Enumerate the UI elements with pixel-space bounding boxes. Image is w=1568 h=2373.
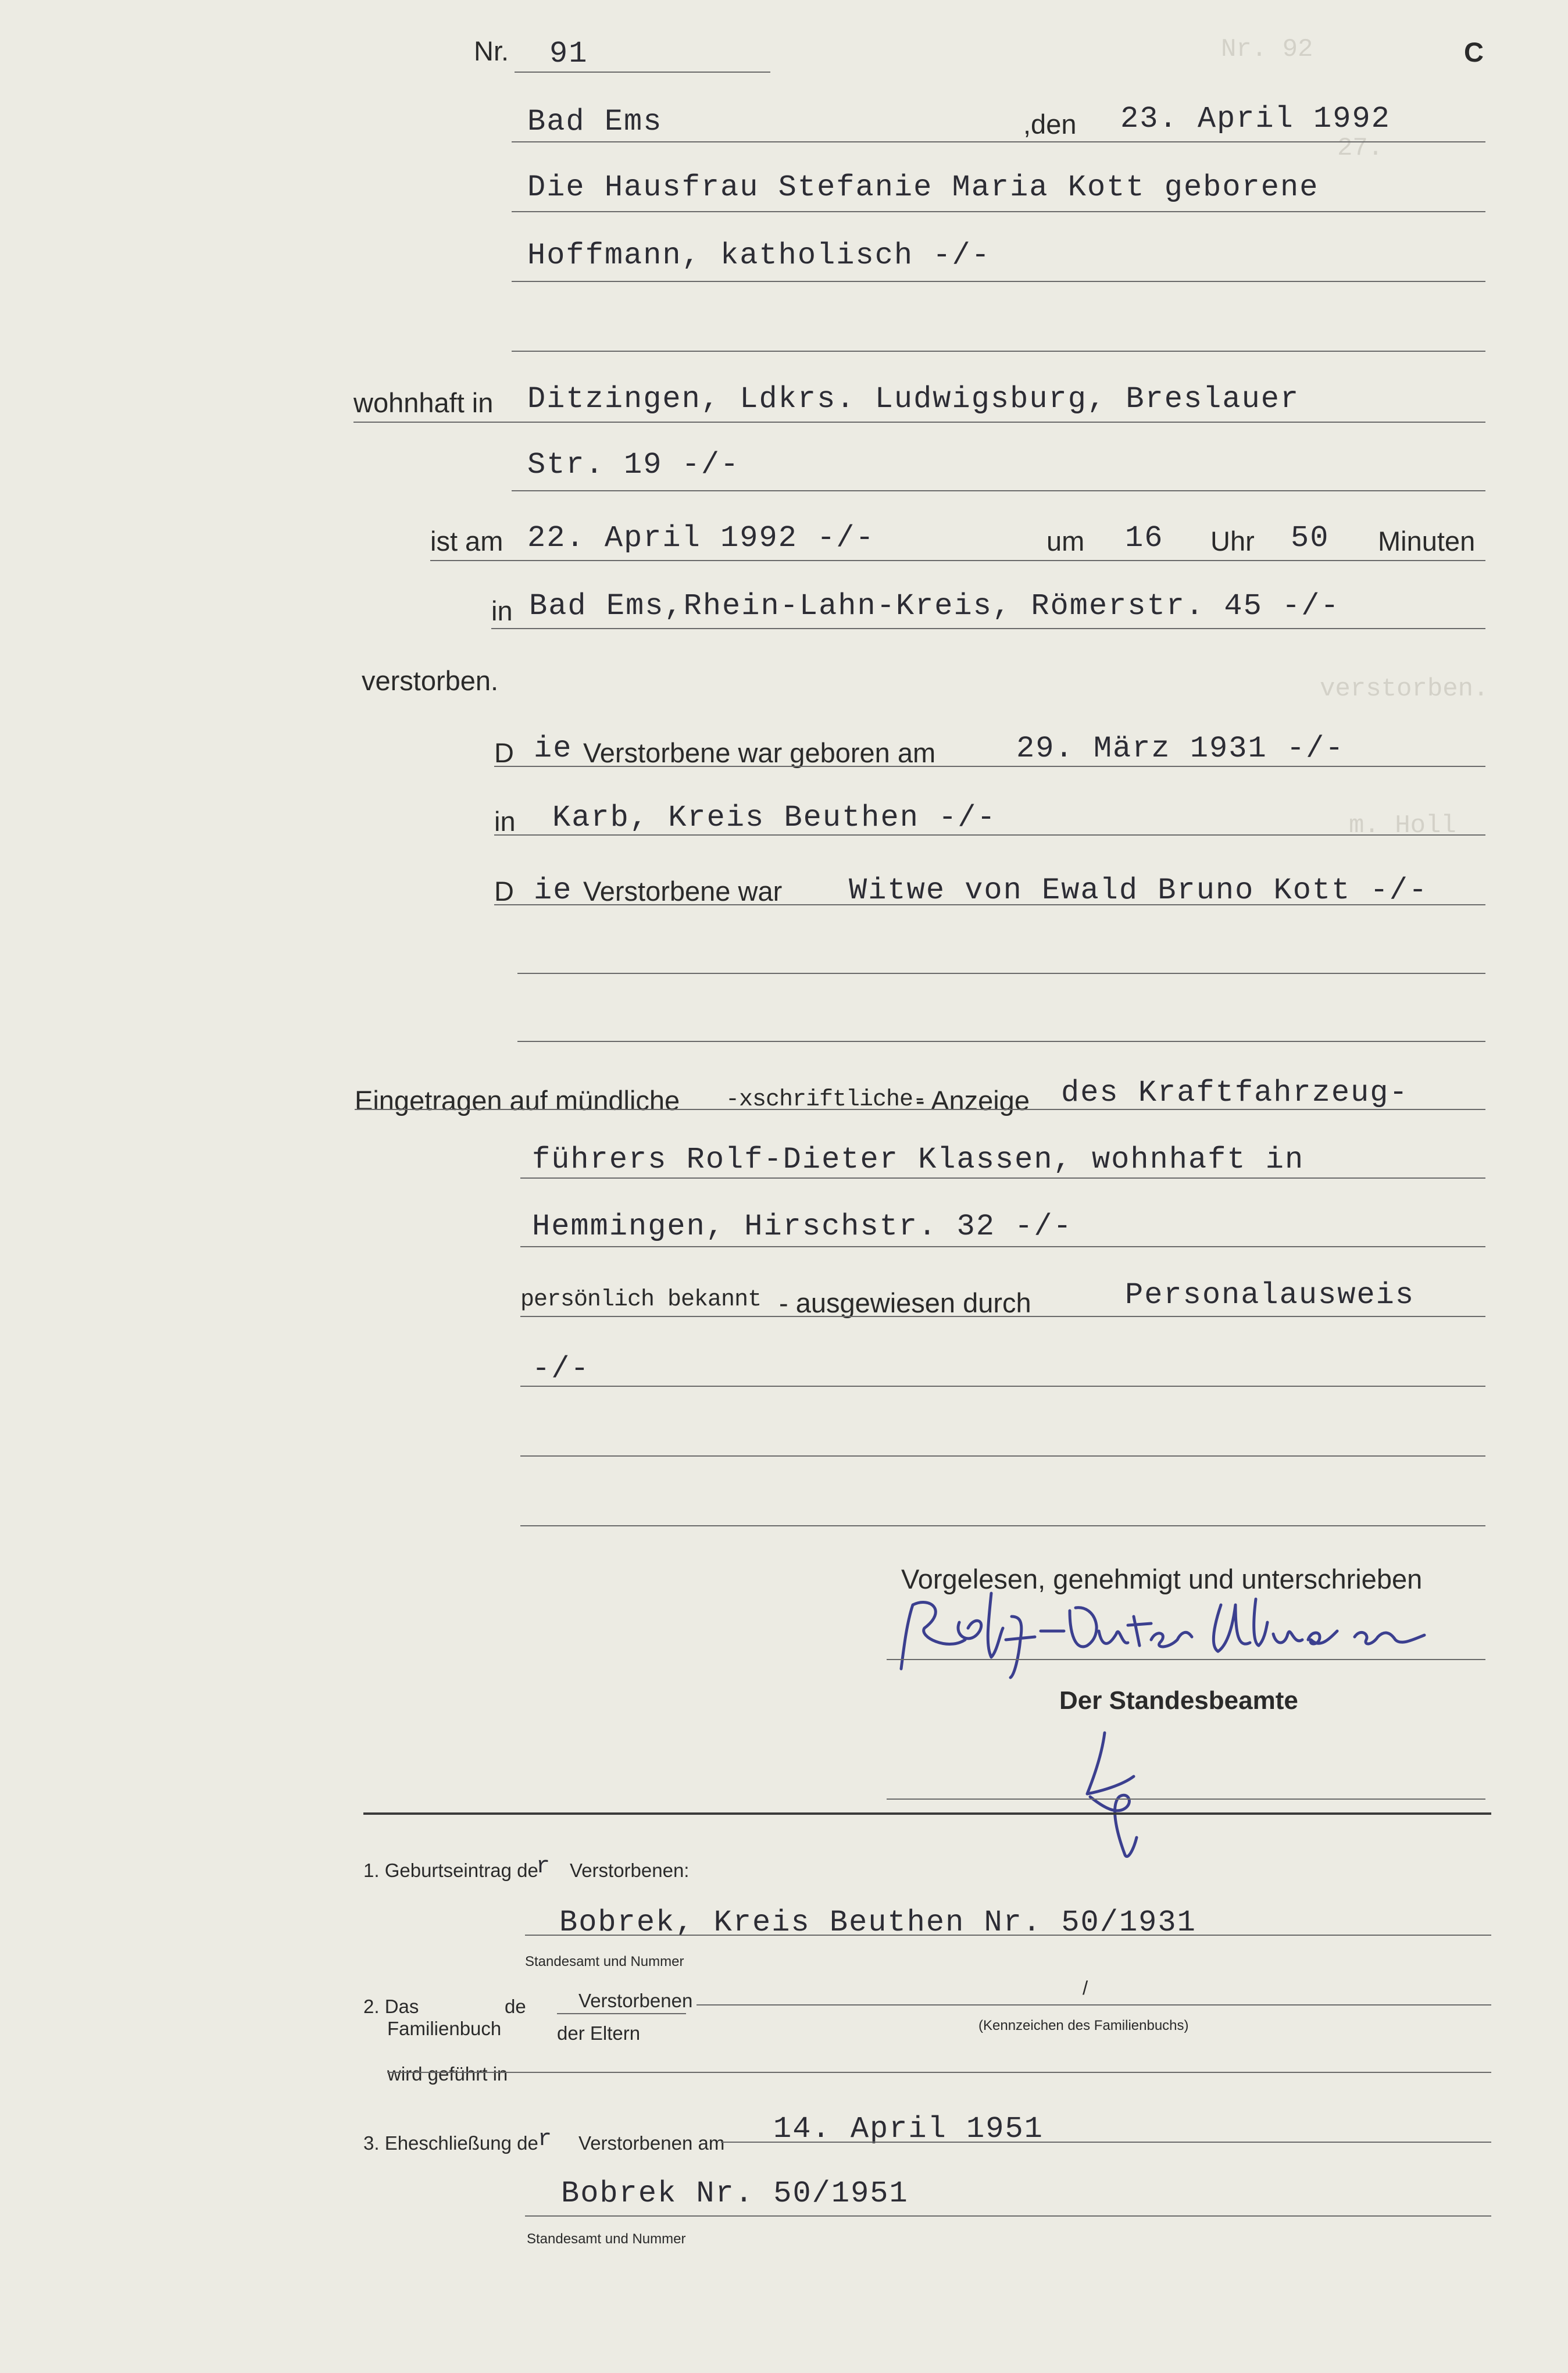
ausgewiesen-label: - ausgewiesen durch [779, 1287, 1031, 1318]
rule-f3-value [525, 2215, 1491, 2217]
rule-id-3 [520, 1455, 1485, 1457]
rule-residence-2 [512, 490, 1485, 491]
corner-letter: C [1464, 37, 1484, 67]
f1-r: r [536, 1854, 552, 1880]
nr-value: 91 [549, 37, 588, 71]
rule-f2-bracket [557, 2013, 686, 2014]
f2-gefuehrt: wird geführt in [387, 2063, 508, 2085]
informant-line-1: des Kraftfahrzeug- [1061, 1076, 1409, 1110]
death-hour: 16 [1125, 521, 1164, 555]
death-in-label: in [491, 595, 513, 626]
rule-status [494, 904, 1485, 905]
registrar-label: Der Standesbeamte [1059, 1686, 1298, 1715]
nr-rule [515, 72, 770, 73]
born-label: Verstorbene war geboren am [583, 737, 936, 768]
f2-slash: / [1083, 1977, 1088, 1999]
f2-verstorbenen: Verstorbenen [578, 1990, 693, 2011]
f2-eltern: der Eltern [557, 2022, 641, 2044]
f3-after: Verstorbenen am [578, 2132, 725, 2154]
birth-suffix: ie [534, 731, 573, 766]
verstorben-label: verstorben. [362, 665, 499, 696]
status-d-prefix: D [494, 876, 514, 907]
ist-am-label: ist am [430, 526, 503, 556]
death-place: Bad Ems,Rhein-Lahn-Kreis, Römerstr. 45 -/- [529, 589, 1340, 623]
rule-born-date [494, 766, 1485, 767]
death-date: 22. April 1992 -/- [527, 521, 875, 555]
nr-label: Nr. [474, 35, 509, 66]
f1-label: 1. Geburtseintrag de [363, 1860, 538, 1881]
born-date: 29. März 1931 -/- [1016, 731, 1345, 766]
den-label: ,den [1023, 109, 1077, 140]
f2-num: 2. Das [363, 1996, 419, 2017]
f3-date: 14. April 1951 [773, 2112, 1044, 2146]
informant-signature [878, 1582, 1459, 1680]
place-value: Bad Ems [527, 105, 663, 139]
rule-f3-date [721, 2142, 1491, 2143]
death-minute: 50 [1291, 521, 1330, 555]
rule-id [520, 1316, 1485, 1317]
f3-label: 3. Eheschließung de [363, 2132, 538, 2154]
born-in-label: in [494, 806, 516, 837]
ghost-bleed-2: 27. [1337, 134, 1384, 163]
report-label-before: Eingetragen auf mündliche [355, 1085, 680, 1116]
rule-death-place [491, 628, 1485, 629]
rule-f1 [525, 1935, 1491, 1936]
born-place: Karb, Kreis Beuthen -/- [552, 801, 996, 835]
person-line-1: Die Hausfrau Stefanie Maria Kott geborene [527, 170, 1319, 205]
rule-status-2 [517, 973, 1485, 974]
informant-line-2: führers Rolf-Dieter Klassen, wohnhaft in [532, 1143, 1305, 1177]
rule-f2-gefuehrt [387, 2072, 1491, 2073]
rule-death-date [430, 560, 1485, 561]
wohnhaft-label: wohnhaft in [353, 387, 494, 418]
f3-r: r [538, 2126, 553, 2153]
rule-status-3 [517, 1041, 1485, 1042]
rule-id-4 [520, 1525, 1485, 1526]
rule-informant-2 [520, 1177, 1485, 1179]
birth-d-prefix: D [494, 737, 514, 768]
status-value: Witwe von Ewald Bruno Kott -/- [849, 873, 1428, 908]
rule-date [512, 141, 1485, 142]
f3-value: Bobrek Nr. 50/1951 [561, 2176, 909, 2211]
informant-line-3: Hemmingen, Hirschstr. 32 -/- [532, 1209, 1073, 1244]
ghost-bleed-4: m. Holl [1349, 811, 1456, 840]
residence-line-1: Ditzingen, Ldkrs. Ludwigsburg, Breslauer [527, 382, 1300, 416]
rule-registrar-signature [887, 1799, 1485, 1800]
f2-caption: (Kennzeichen des Familienbuchs) [978, 2018, 1189, 2033]
rule-f2 [697, 2004, 1491, 2006]
ghost-bleed-3: verstorben. [1320, 675, 1489, 704]
person-line-2: Hoffmann, katholisch -/- [527, 238, 991, 273]
registrar-signature [1070, 1721, 1169, 1867]
report-label-after: - Anzeige [916, 1085, 1030, 1116]
rule-informant-3 [520, 1246, 1485, 1247]
status-label: Verstorbene war [583, 876, 783, 907]
f1-value: Bobrek, Kreis Beuthen Nr. 50/1931 [559, 1905, 1196, 1940]
section-divider [363, 1812, 1491, 1815]
uhr-label: Uhr [1210, 526, 1255, 556]
entry-date: 23. April 1992 [1120, 102, 1391, 136]
rule-person-3 [512, 351, 1485, 352]
f1-caption: Standesamt und Nummer [525, 1954, 684, 1969]
residence-line-2: Str. 19 -/- [527, 448, 740, 482]
id-document: Personalausweis [1125, 1278, 1415, 1312]
ghost-bleed-1: Nr. 92 [1221, 35, 1313, 64]
id-cont: -/- [532, 1352, 590, 1386]
rule-person-1 [512, 211, 1485, 212]
rule-informant-1 [355, 1109, 1485, 1110]
read-label: Vorgelesen, genehmigt und unterschrieben [901, 1564, 1423, 1594]
struck-schriftliche: -xschriftliche- [726, 1087, 927, 1113]
status-suffix: ie [534, 873, 573, 908]
rule-id-2 [520, 1386, 1485, 1387]
f3-caption: Standesamt und Nummer [527, 2231, 686, 2247]
struck-persoenlich: persönlich bekannt [520, 1287, 762, 1313]
f2-familienbuch: Familienbuch [387, 2018, 502, 2039]
rule-residence-1 [353, 422, 1485, 423]
f1-after: Verstorbenen: [570, 1860, 690, 1881]
rule-born-place [494, 834, 1485, 836]
rule-informant-signature [887, 1659, 1485, 1660]
rule-person-2 [512, 281, 1485, 282]
um-label: um [1046, 526, 1085, 556]
minuten-label: Minuten [1378, 526, 1476, 556]
f2-de: de [505, 1996, 526, 2017]
